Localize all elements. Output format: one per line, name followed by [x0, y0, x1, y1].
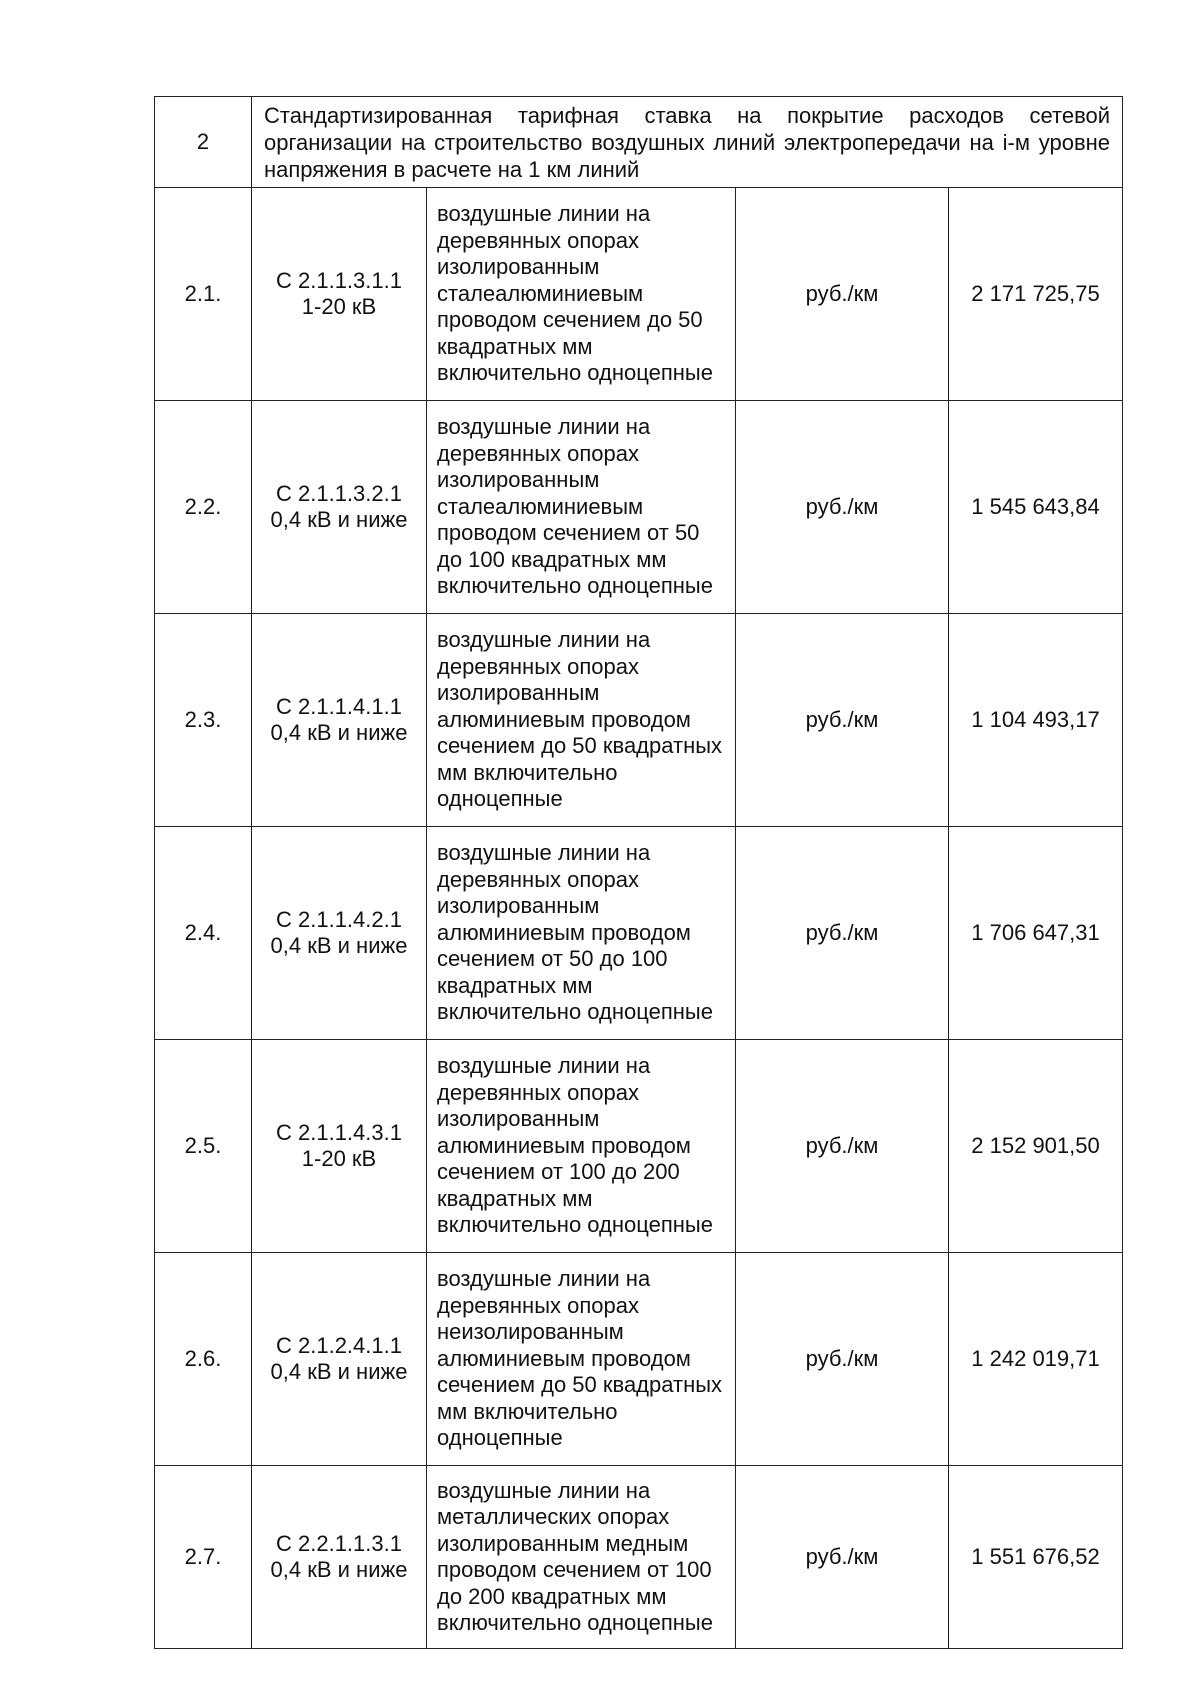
rate-code-cell	[252, 1466, 427, 1649]
tariff-table	[154, 96, 1123, 1649]
line-description: воздушные линии на деревянных опорах изолированным сталеалюминиевым проводом сечением до 50 квадратных мм включительно одноцепные	[427, 188, 736, 401]
line-description: воздушные линии на деревянных опорах изолированным алюминиевым проводом сечением до 50 квадратных мм включительно одноцепные	[427, 614, 736, 827]
voltage-level: 0,4 кВ и ниже	[270, 1557, 408, 1582]
voltage-level: 0,4 кВ и ниже	[270, 1359, 408, 1384]
table-row	[155, 188, 1123, 401]
rate-code: С 2.2.1.1.3.1	[276, 1530, 402, 1556]
line-description: воздушные линии на деревянных опорах неизолированным алюминиевым проводом сечением до 50 квадратных мм включительно одноцепные	[427, 1253, 736, 1466]
section-header-row	[155, 97, 1123, 188]
section-title: Стандартизированная тарифная ставка на покрытие расходов сетевой организации на строительство воздушных линий электропередачи на i-м уровне напряжения в расчете на 1 км линий	[252, 97, 1123, 188]
line-description: воздушные линии на деревянных опорах изолированным алюминиевым проводом сечением от 50 до 100 квадратных мм включительно одноцепные	[427, 827, 736, 1040]
table-row	[155, 1253, 1123, 1466]
row-number: 2.2.	[155, 401, 252, 614]
rate-value: 2 171 725,75	[949, 188, 1123, 401]
rate-value: 1 242 019,71	[949, 1253, 1123, 1466]
rate-value: 2 152 901,50	[949, 1040, 1123, 1253]
voltage-level: 0,4 кВ и ниже	[270, 720, 408, 745]
voltage-level: 1-20 кВ	[301, 294, 377, 319]
unit-of-measure: руб./км	[736, 827, 949, 1040]
line-description: воздушные линии на металлических опорах изолированным медным проводом сечением от 100 до 200 квадратных мм включительно одноцепные	[427, 1466, 736, 1649]
rate-value: 1 545 643,84	[949, 401, 1123, 614]
rate-code-cell	[252, 827, 427, 1040]
rate-code-cell	[252, 401, 427, 614]
row-number: 2.6.	[155, 1253, 252, 1466]
unit-of-measure: руб./км	[736, 614, 949, 827]
rate-code: С 2.1.1.4.2.1	[276, 906, 402, 932]
voltage-level: 0,4 кВ и ниже	[270, 933, 408, 958]
rate-code: С 2.1.2.4.1.1	[276, 1332, 402, 1358]
section-number: 2	[155, 97, 252, 188]
rate-code: С 2.1.1.3.2.1	[276, 480, 402, 506]
table-row	[155, 614, 1123, 827]
unit-of-measure: руб./км	[736, 401, 949, 614]
table-row	[155, 1040, 1123, 1253]
table-row	[155, 1466, 1123, 1649]
rate-value: 1 551 676,52	[949, 1466, 1123, 1649]
row-number: 2.5.	[155, 1040, 252, 1253]
unit-of-measure: руб./км	[736, 1040, 949, 1253]
unit-of-measure: руб./км	[736, 1466, 949, 1649]
voltage-level: 0,4 кВ и ниже	[270, 507, 408, 532]
rate-code-cell	[252, 188, 427, 401]
rate-code: С 2.1.1.4.1.1	[276, 693, 402, 719]
voltage-level: 1-20 кВ	[301, 1146, 377, 1171]
row-number: 2.4.	[155, 827, 252, 1040]
rate-value: 1 104 493,17	[949, 614, 1123, 827]
rate-code-cell	[252, 614, 427, 827]
table-row	[155, 827, 1123, 1040]
row-number: 2.3.	[155, 614, 252, 827]
rate-code-cell	[252, 1253, 427, 1466]
line-description: воздушные линии на деревянных опорах изолированным сталеалюминиевым проводом сечением от 50 до 100 квадратных мм включительно одноцепные	[427, 401, 736, 614]
table-row	[155, 401, 1123, 614]
row-number: 2.1.	[155, 188, 252, 401]
rate-code: С 2.1.1.4.3.1	[276, 1119, 402, 1145]
rate-code: С 2.1.1.3.1.1	[276, 267, 402, 293]
unit-of-measure: руб./км	[736, 188, 949, 401]
rate-code-cell	[252, 1040, 427, 1253]
line-description: воздушные линии на деревянных опорах изолированным алюминиевым проводом сечением от 100 до 200 квадратных мм включительно одноцепные	[427, 1040, 736, 1253]
unit-of-measure: руб./км	[736, 1253, 949, 1466]
rate-value: 1 706 647,31	[949, 827, 1123, 1040]
row-number: 2.7.	[155, 1466, 252, 1649]
